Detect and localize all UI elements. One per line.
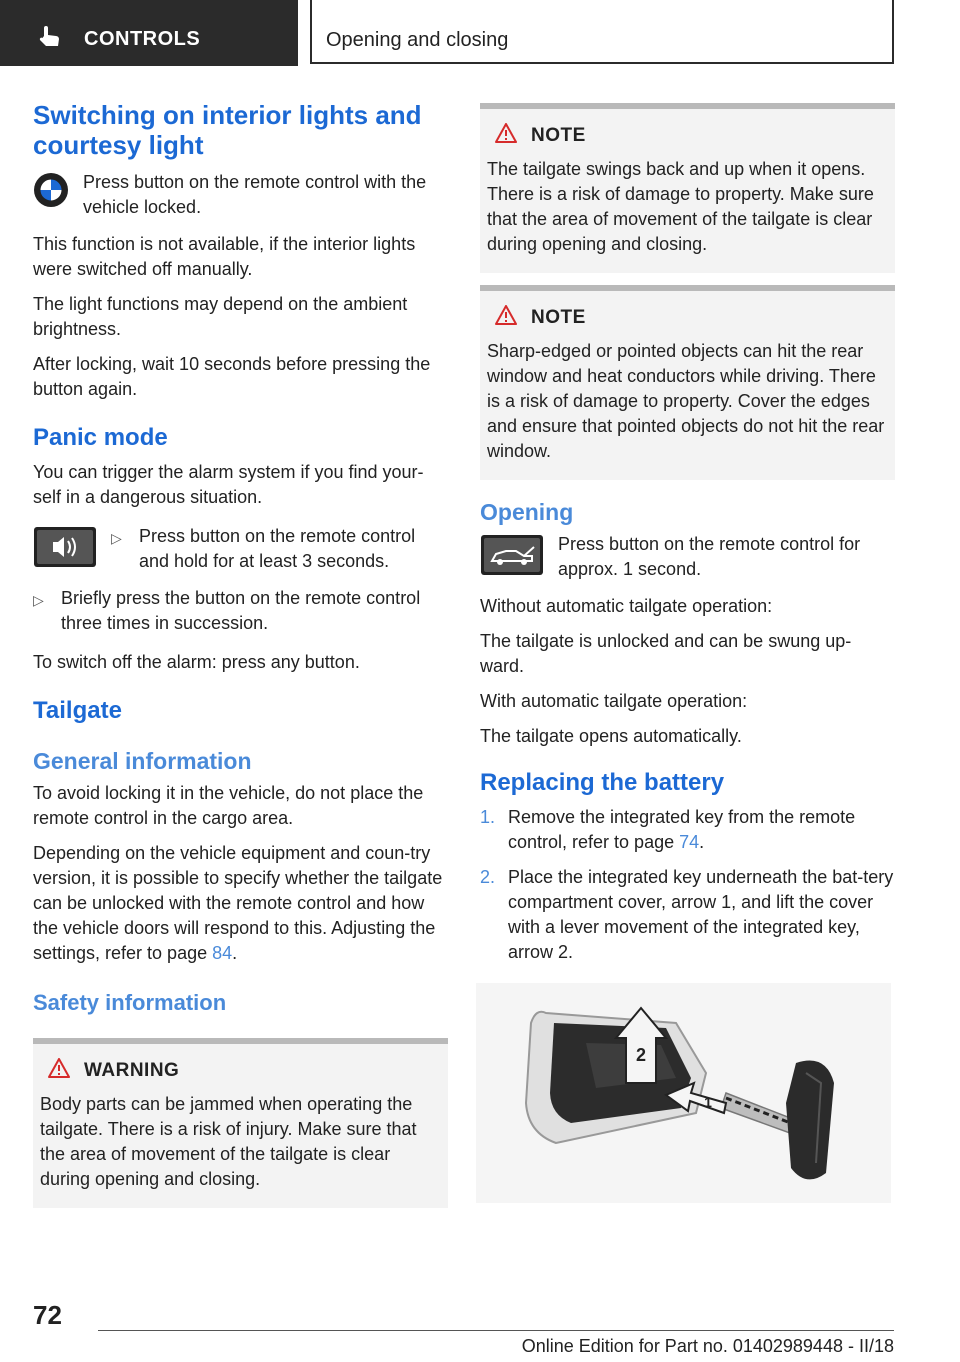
step-2-text: Place the integrated key underneath the bat‐tery compartment cover, arrow 1, and lift the cover with a lever movement of the integrated key, arrow 2.	[508, 867, 894, 962]
warning-text: Body parts can be jammed when operating the tailgate. There is a risk of injury. Make sure that the area of movement of the tailgate is clear during opening and closing.	[40, 1094, 417, 1189]
section-tab	[0, 0, 298, 66]
general-paragraph-2: Depending on the vehicle equipment and coun‐try version, it is possible to specify whether the tailgate can be unlocked with the remote control and how the vehicle doors will respond to this. Adjusting the settings, refer to page 84.	[33, 843, 443, 963]
heading-panic-mode: Panic mode	[33, 424, 168, 451]
note-box-2	[480, 285, 895, 480]
opening-paragraph-3: With automatic tailgate operation:	[480, 691, 748, 711]
panic-bullet-2	[33, 586, 448, 636]
opening-icon-text: Press button on the remote control for approx. 1 second.	[558, 534, 861, 579]
step-2-number: 2.	[480, 867, 496, 887]
opening-instruction	[480, 532, 895, 582]
warning-triangle-icon	[48, 1058, 84, 1084]
interior-icon-text: Press button on the remote control with the vehicle locked.	[83, 172, 427, 217]
heading-safety-information: Safety information	[33, 990, 227, 1015]
page-link-84[interactable]: 84	[212, 943, 233, 963]
note-1-text: The tailgate swings back and up when it opens. There is a risk of damage to property. Make sure that the area of movement of the tailgate is clear during opening and closing.	[487, 159, 874, 254]
warning-box	[33, 1038, 448, 1208]
chapter-title: Opening and closing	[326, 29, 509, 51]
panic-paragraph-1: You can trigger the alarm system if you find your‐self in a dangerous situation.	[33, 462, 424, 507]
warning-triangle-icon	[495, 123, 531, 149]
heading-replacing-battery: Replacing the battery	[480, 769, 725, 796]
triangle-bullet-icon: ▷	[33, 592, 44, 608]
interior-paragraph-2: The light functions may depend on the ambient brightness.	[33, 294, 408, 339]
note-box-1	[480, 103, 895, 273]
svg-text:1: 1	[704, 1094, 712, 1110]
opening-paragraph-1: Without automatic tailgate operation:	[480, 596, 773, 616]
footer-edition: Online Edition for Part no. 01402989448 - II/18	[521, 1336, 894, 1356]
note-2-text: Sharp-edged or pointed objects can hit the rear window and heat conductors while driving. There is a risk of damage to property. Cover the edges and ensure that pointed objects do not hit the rear window.	[487, 341, 885, 461]
panic-bullet-1-text: Press button on the remote control and hold for at least 3 seconds.	[139, 526, 416, 571]
heading-interior-lights: Switching on interior lights and courtesy light	[33, 100, 422, 160]
step-2	[480, 865, 895, 965]
heading-general-information: General information	[33, 748, 252, 774]
opening-paragraph-2: The tailgate is unlocked and can be swung up‐ward.	[480, 631, 852, 676]
warning-title: WARNING	[84, 1060, 180, 1081]
page-link-74[interactable]: 74	[679, 832, 700, 852]
heading-opening: Opening	[480, 499, 574, 525]
opening-paragraph-4: The tailgate opens automatically.	[480, 726, 742, 746]
step-1-number: 1.	[480, 807, 496, 827]
panic-bullet-1	[33, 524, 448, 574]
speaker-button-icon	[33, 526, 97, 573]
page-number: 72	[33, 1300, 62, 1330]
footer-rule	[98, 1330, 894, 1331]
interior-paragraph-1: This function is not available, if the interior lights were switched off manually.	[33, 234, 416, 279]
left-column	[33, 100, 448, 1220]
step-1: 1. Remove the integrated key from the remote control, refer to page 74.	[480, 805, 895, 855]
interior-lights-instruction	[33, 170, 448, 220]
panic-bullet-2-text: Briefly press the button on the remote control three times in succession.	[61, 588, 421, 633]
section-title: CONTROLS	[84, 28, 201, 50]
heading-tailgate: Tailgate	[33, 697, 122, 724]
interior-paragraph-3: After locking, wait 10 seconds before pressing the button again.	[33, 354, 431, 399]
right-column	[480, 103, 895, 1203]
triangle-bullet-icon: ▷	[111, 530, 122, 546]
note-1-title: NOTE	[531, 125, 586, 146]
note-2-title: NOTE	[531, 307, 586, 328]
tailgate-button-icon	[480, 534, 544, 581]
bmw-logo-button-icon	[33, 172, 69, 213]
svg-text:2: 2	[635, 1045, 647, 1065]
battery-replacement-figure	[476, 983, 891, 1203]
hand-touch-icon	[38, 26, 64, 53]
panic-paragraph-2: To switch off the alarm: press any button.	[33, 652, 360, 672]
general-paragraph-1: To avoid locking it in the vehicle, do not place the remote control in the cargo area.	[33, 783, 424, 828]
warning-triangle-icon	[495, 305, 531, 331]
chapter-tab	[310, 0, 894, 64]
